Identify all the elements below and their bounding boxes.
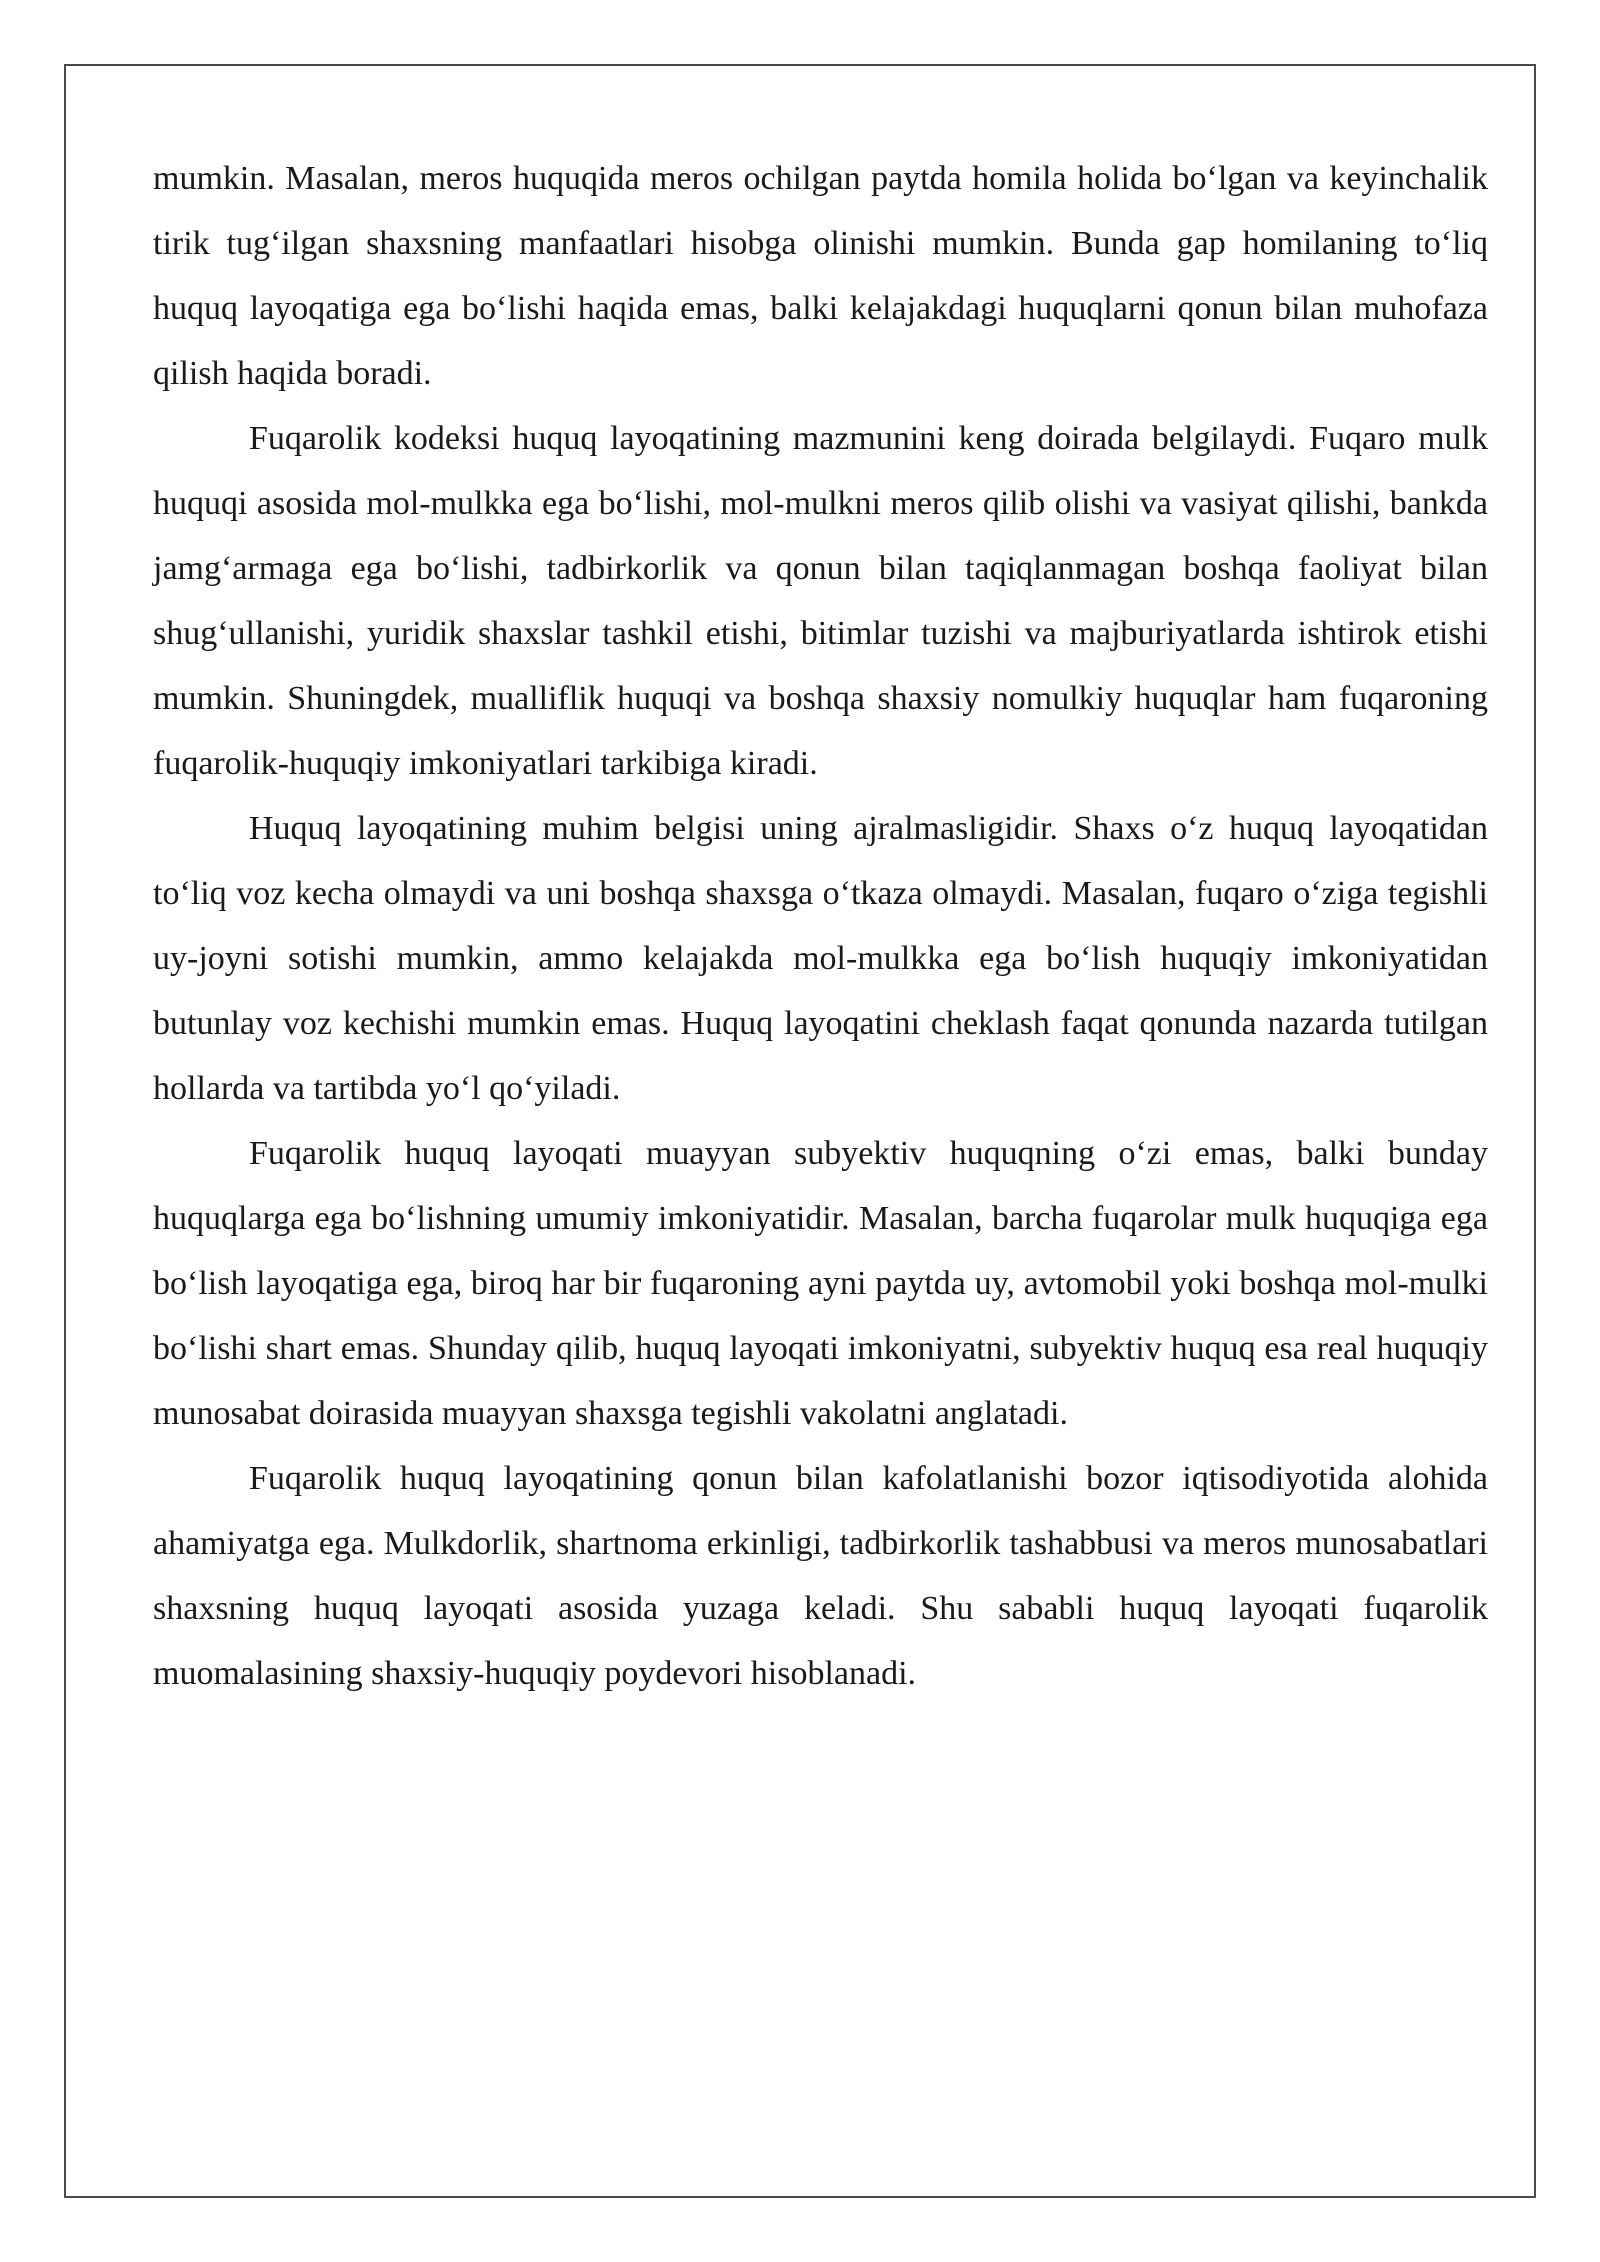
paragraph-2: Fuqarolik kodeksi huquq layoqatining mazmunini keng doirada belgilaydi. Fuqaro mulk huquqi asosida mol-mulkka ega bo‘lishi, mol-mulkni meros qilib olishi va vasiyat qilishi, bankda jamg‘armaga ega bo‘lishi, tadbirkorlik va qonun bilan taqiqlanmagan boshqa faoliyat bilan shug‘ullanishi, yuridik shaxslar tashkil etishi, bitimlar tuzishi va majburiyatlarda ishtirok etishi mumkin. Shuningdek, mualliflik huquqi va boshqa shaxsiy nomulkiy huquqlar ham fuqaroning fuqarolik-huquqiy imkoniyatlari tarkibiga kiradi. xyxy=(153,420,1488,782)
paragraph-4: Fuqarolik huquq layoqati muayyan subyektiv huquqning o‘zi emas, balki bunday huquqlarga ega bo‘lishning umumiy imkoniyatidir. Masalan, barcha fuqarolar mulk huquqiga ega bo‘lish layoqatiga ega, biroq har bir fuqaroning ayni paytda uy, avtomobil yoki boshqa mol-mulki bo‘lishi shart emas. Shunday qilib, huquq layoqati imkoniyatni, subyektiv huquq esa real huquqiy munosabat doirasida muayyan shaxsga tegishli vakolatni anglatadi. xyxy=(153,1135,1488,1432)
paragraph-3: Huquq layoqatining muhim belgisi uning ajralmasligidir. Shaxs o‘z huquq layoqatidan to‘liq voz kecha olmaydi va uni boshqa shaxsga o‘tkaza olmaydi. Masalan, fuqaro o‘ziga tegishli uy-joyni sotishi mumkin, ammo kelajakda mol-mulkka ega bo‘lish huquqiy imkoniyatidan butunlay voz kechishi mumkin emas. Huquq layoqatini cheklash faqat qonunda nazarda tutilgan hollarda va tartibda yo‘l qo‘yiladi. xyxy=(153,810,1488,1107)
document-body xyxy=(153,146,1488,1706)
paragraph-5: Fuqarolik huquq layoqatining qonun bilan kafolatlanishi bozor iqtisodiyotida alohida ahamiyatga ega. Mulkdorlik, shartnoma erkinligi, tadbirkorlik tashabbusi va meros munosabatlari shaxsning huquq layoqati asosida yuzaga keladi. Shu sababli huquq layoqati fuqarolik muomalasining shaxsiy-huquqiy poydevori hisoblanadi. xyxy=(153,1460,1488,1692)
paragraph-1: mumkin. Masalan, meros huquqida meros ochilgan paytda homila holida bo‘lgan va keyinchalik tirik tug‘ilgan shaxsning manfaatlari hisobga olinishi mumkin. Bunda gap homilaning to‘liq huquq layoqatiga ega bo‘lishi haqida emas, balki kelajakdagi huquqlarni qonun bilan muhofaza qilish haqida boradi. xyxy=(153,160,1488,392)
